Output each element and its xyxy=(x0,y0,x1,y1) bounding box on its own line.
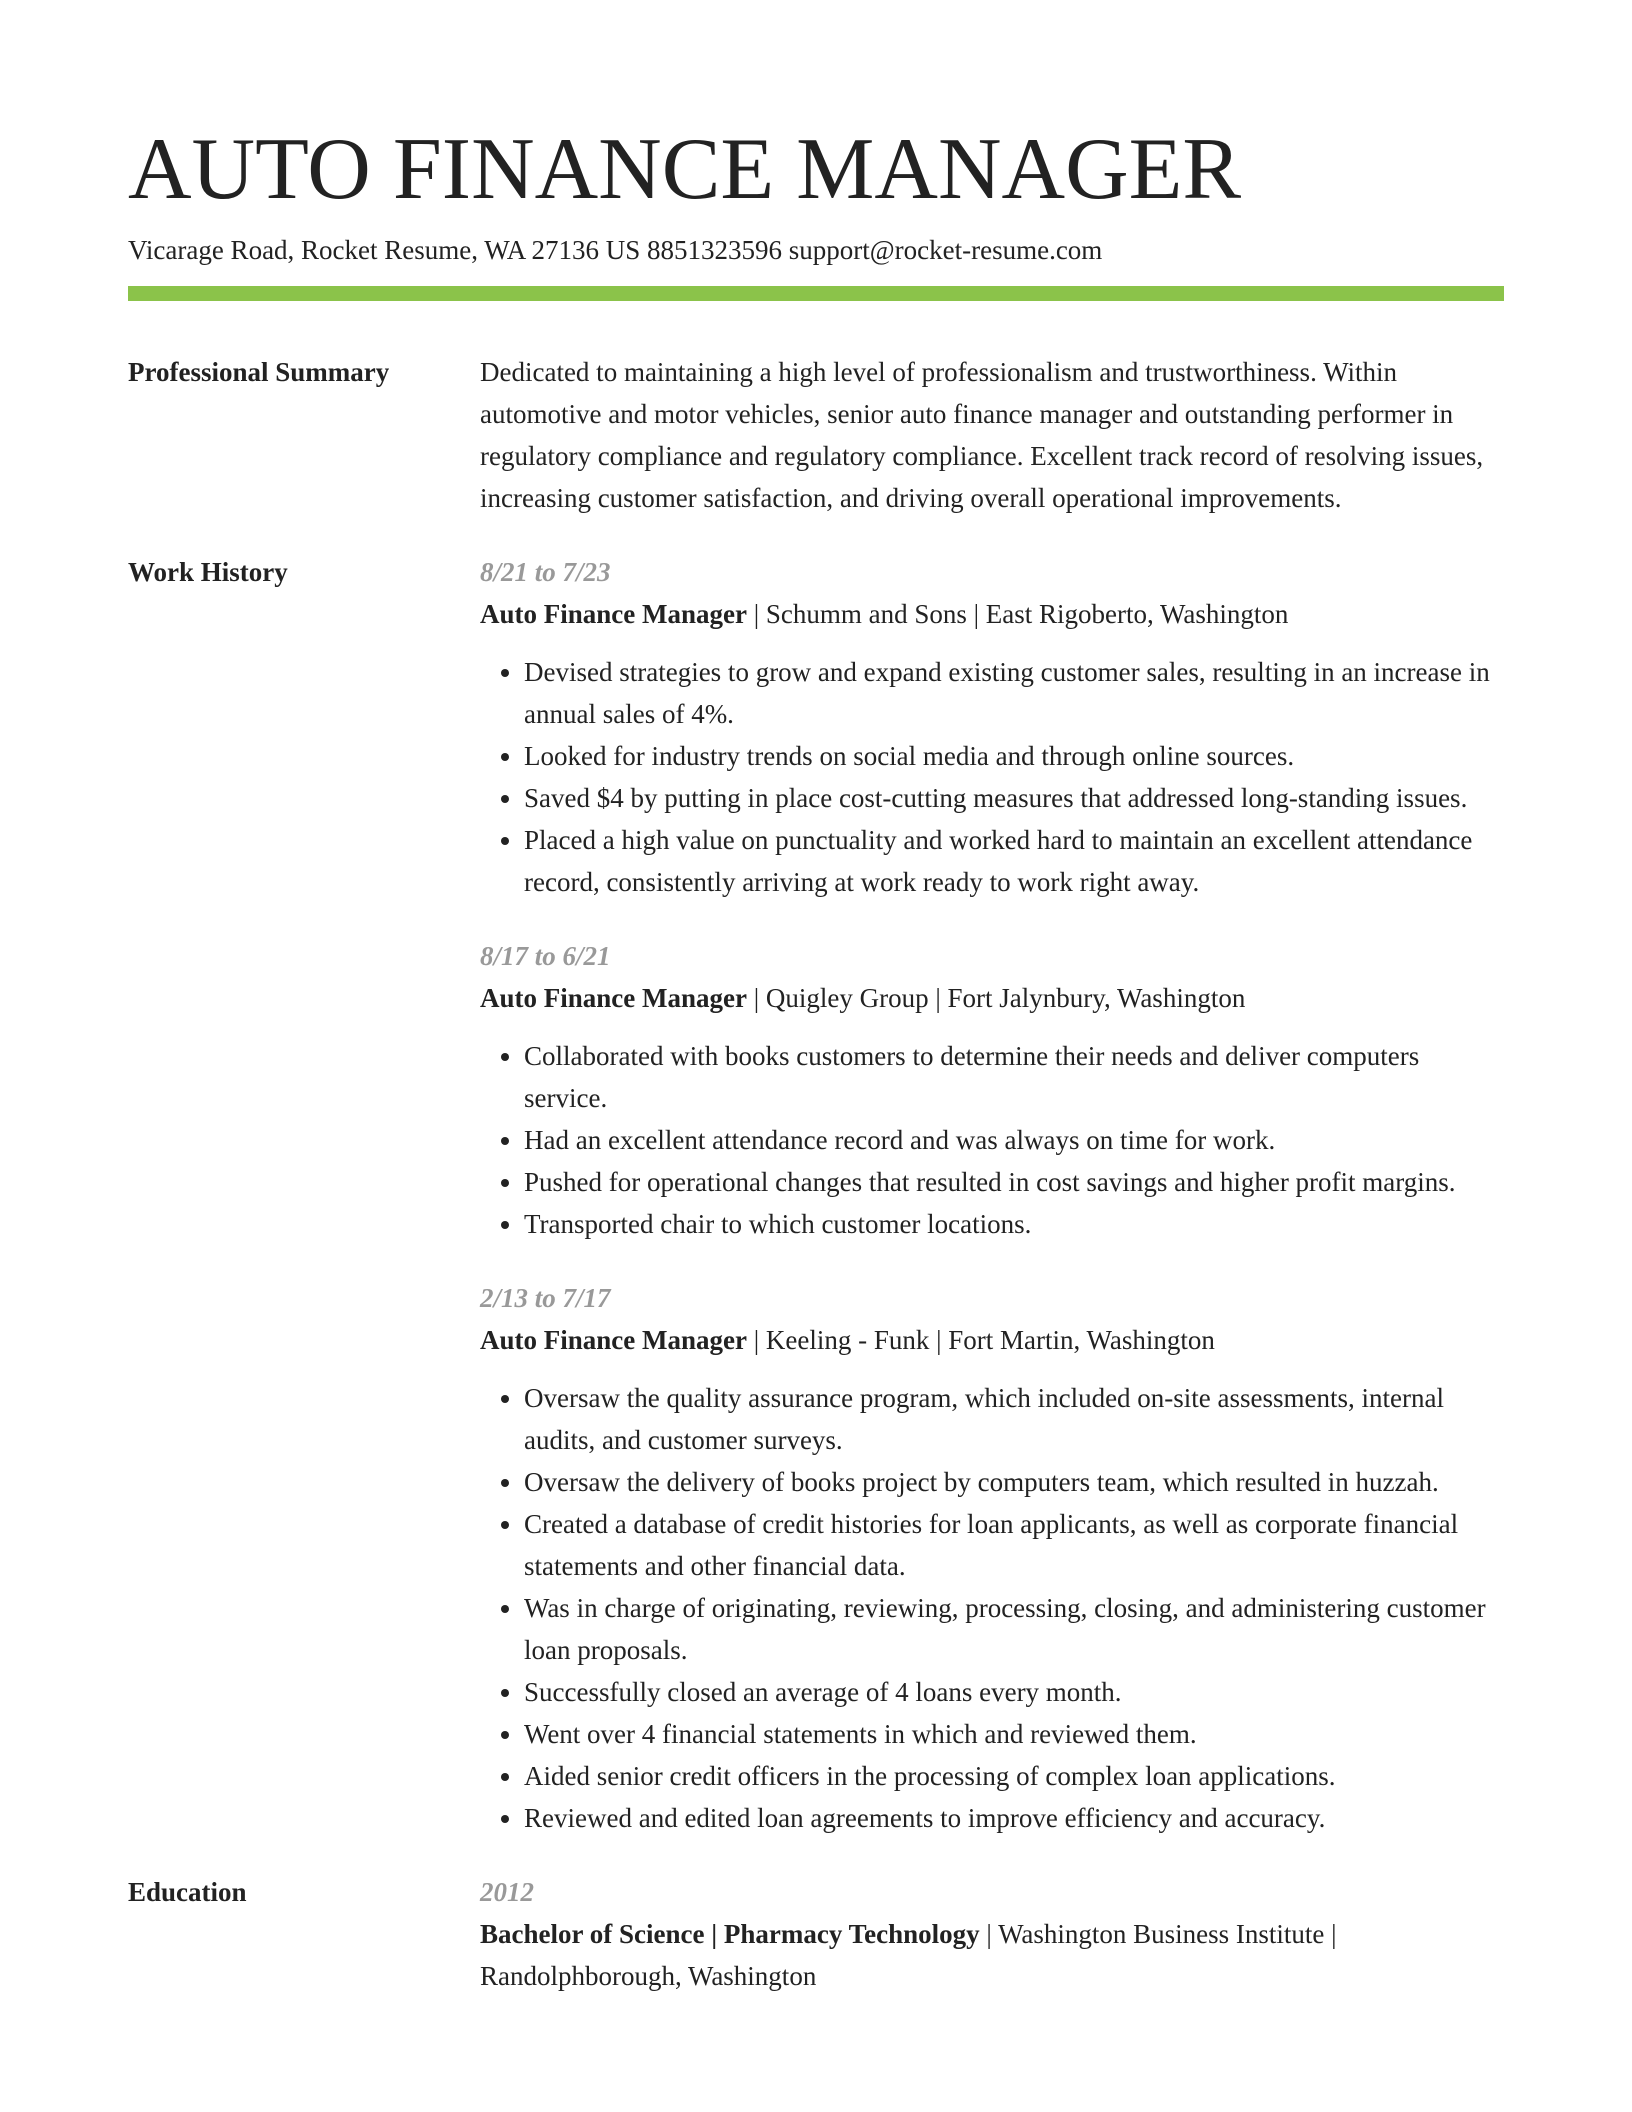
job-line xyxy=(480,1319,1504,1361)
job-line xyxy=(480,977,1504,1019)
list-item: • Collaborated with books customers to determine their needs and deliver computers service. xyxy=(524,1035,1504,1119)
work-history-section xyxy=(128,551,1504,1839)
job-bullets xyxy=(480,651,1504,903)
list-item: • Was in charge of originating, reviewing, processing, closing, and administering customer loan proposals. xyxy=(524,1587,1504,1671)
summary-text: Dedicated to maintaining a high level of professionalism and trustworthiness. Within automotive and motor vehicles, senior auto finance manager and outstanding performer in regulatory compliance and regulatory compliance. Excellent track record of resolving issues, increasing customer satisfaction, and driving overall operational improvements. xyxy=(480,357,1484,513)
section-label-education: Education xyxy=(128,1877,247,1907)
job-date: 2/13 to 7/17 xyxy=(480,1283,611,1313)
degree: Bachelor of Science | Pharmacy Technology xyxy=(480,1919,980,1949)
list-item: • Went over 4 financial statements in which and reviewed them. xyxy=(524,1713,1504,1755)
list-item: • Oversaw the quality assurance program, which included on-site assessments, internal audits, and customer surveys. xyxy=(524,1377,1504,1461)
list-item: • Transported chair to which customer locations. xyxy=(524,1203,1504,1245)
job-line xyxy=(480,593,1504,635)
professional-summary-section xyxy=(128,351,1504,519)
job-entry xyxy=(480,935,1504,1245)
job-bullets xyxy=(480,1035,1504,1245)
list-item: • Looked for industry trends on social media and through online sources. xyxy=(524,735,1504,777)
list-item: • Aided senior credit officers in the processing of complex loan applications. xyxy=(524,1755,1504,1797)
list-item: • Oversaw the delivery of books project by computers team, which resulted in huzzah. xyxy=(524,1461,1504,1503)
list-item: • Created a database of credit histories for loan applicants, as well as corporate financial statements and other financial data. xyxy=(524,1503,1504,1587)
list-item: • Saved $4 by putting in place cost-cutting measures that addressed long-standing issues. xyxy=(524,777,1504,819)
contact-line: Vicarage Road, Rocket Resume, WA 27136 US 8851323596 support@rocket-resume.com xyxy=(128,235,1103,265)
section-label-work: Work History xyxy=(128,557,288,587)
section-label-summary: Professional Summary xyxy=(128,357,390,387)
job-date: 8/21 to 7/23 xyxy=(480,557,611,587)
job-date: 8/17 to 6/21 xyxy=(480,941,611,971)
work-history-body xyxy=(480,551,1504,1839)
education-section xyxy=(128,1871,1504,1997)
list-item: • Successfully closed an average of 4 loans every month. xyxy=(524,1671,1504,1713)
list-item: • Devised strategies to grow and expand existing customer sales, resulting in an increase in annual sales of 4%. xyxy=(524,651,1504,735)
job-details: | Keeling - Funk | Fort Martin, Washington xyxy=(746,1325,1215,1355)
resume-page xyxy=(128,118,1504,1997)
list-item: • Placed a high value on punctuality and worked hard to maintain an excellent attendance record, consistently arriving at work ready to work right away. xyxy=(524,819,1504,903)
education-line xyxy=(480,1913,1504,1997)
list-item: • Had an excellent attendance record and was always on time for work. xyxy=(524,1119,1504,1161)
job-entry xyxy=(480,551,1504,903)
job-entry xyxy=(480,1277,1504,1839)
resume-title: AUTO FINANCE MANAGER xyxy=(128,121,1242,218)
job-details: | Schumm and Sons | East Rigoberto, Washington xyxy=(746,599,1289,629)
list-item: • Pushed for operational changes that resulted in cost savings and higher profit margins. xyxy=(524,1161,1504,1203)
job-role: Auto Finance Manager xyxy=(480,983,747,1013)
list-item: • Reviewed and edited loan agreements to improve efficiency and accuracy. xyxy=(524,1797,1504,1839)
job-role: Auto Finance Manager xyxy=(480,1325,747,1355)
job-bullets xyxy=(480,1377,1504,1839)
job-details: | Quigley Group | Fort Jalynbury, Washington xyxy=(746,983,1246,1013)
job-role: Auto Finance Manager xyxy=(480,599,747,629)
education-details: | Washington Business Institute | Randolphborough, Washington xyxy=(480,1919,1337,1991)
accent-divider xyxy=(128,286,1504,301)
education-date: 2012 xyxy=(480,1877,534,1907)
education-body xyxy=(480,1871,1504,1997)
